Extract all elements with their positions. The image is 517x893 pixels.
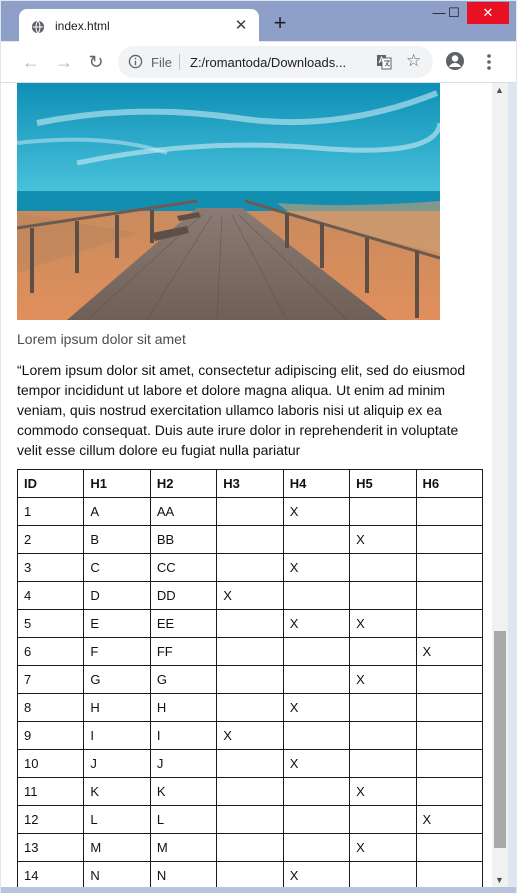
table-cell: I: [150, 722, 216, 750]
table-cell: G: [84, 666, 150, 694]
image-caption: Lorem ipsum dolor sit amet: [17, 331, 186, 347]
table-cell: X: [283, 610, 349, 638]
table-cell: [416, 694, 482, 722]
table-header-cell: ID: [18, 470, 84, 498]
table-cell: [416, 666, 482, 694]
reload-button[interactable]: ↻: [88, 52, 104, 72]
table-cell: [283, 638, 349, 666]
table-cell: [416, 778, 482, 806]
minimize-button[interactable]: —: [432, 5, 446, 20]
table-row: [18, 862, 483, 888]
table-cell: [350, 638, 416, 666]
table-row: [18, 806, 483, 834]
table-cell: [283, 582, 349, 610]
boardwalk-beach-photo: [17, 83, 440, 320]
table-cell: [350, 722, 416, 750]
table-cell: M: [84, 834, 150, 862]
table-cell: [416, 582, 482, 610]
table-cell: C: [84, 554, 150, 582]
table-cell: [416, 498, 482, 526]
table-cell: FF: [150, 638, 216, 666]
table-header-cell: H3: [217, 470, 283, 498]
table-cell: [217, 862, 283, 888]
table-cell: [350, 498, 416, 526]
table-row: [18, 778, 483, 806]
tab-title: index.html: [55, 19, 110, 33]
table-cell: K: [84, 778, 150, 806]
table-cell: X: [283, 750, 349, 778]
table-header-cell: H1: [84, 470, 150, 498]
table-cell: L: [84, 806, 150, 834]
table-cell: K: [150, 778, 216, 806]
table-header-cell: H6: [416, 470, 482, 498]
globe-icon: [31, 20, 45, 34]
table-cell: X: [350, 526, 416, 554]
browser-toolbar: [1, 42, 516, 83]
table-cell: X: [350, 666, 416, 694]
table-cell: X: [350, 834, 416, 862]
window-right-border: [508, 83, 516, 887]
table-cell: [350, 554, 416, 582]
table-row: [18, 834, 483, 862]
table-cell: EE: [150, 610, 216, 638]
table-cell: [350, 750, 416, 778]
table-cell: [283, 526, 349, 554]
url-text[interactable]: Z:/romantoda/Downloads...: [190, 55, 347, 70]
table-cell: [350, 582, 416, 610]
table-row: [18, 750, 483, 778]
table-cell: 3: [18, 554, 84, 582]
table-cell: X: [350, 778, 416, 806]
table-cell: [217, 526, 283, 554]
table-cell: N: [84, 862, 150, 888]
table-cell: B: [84, 526, 150, 554]
table-cell: [217, 834, 283, 862]
table-cell: 8: [18, 694, 84, 722]
table-cell: [283, 834, 349, 862]
table-cell: 10: [18, 750, 84, 778]
table-cell: [283, 778, 349, 806]
table-cell: X: [416, 806, 482, 834]
url-scheme-label: File: [151, 55, 172, 70]
table-cell: H: [150, 694, 216, 722]
table-cell: [217, 778, 283, 806]
table-cell: 7: [18, 666, 84, 694]
table-cell: [416, 526, 482, 554]
table-cell: X: [217, 722, 283, 750]
table-row: [18, 666, 483, 694]
vertical-scrollbar[interactable]: [492, 83, 508, 887]
table-cell: [217, 666, 283, 694]
table-cell: E: [84, 610, 150, 638]
tab-strip: [1, 1, 516, 41]
tab-close-icon[interactable]: ✕: [234, 17, 248, 34]
address-separator: [179, 54, 180, 70]
table-cell: F: [84, 638, 150, 666]
table-cell: X: [283, 694, 349, 722]
table-row: [18, 722, 483, 750]
table-cell: H: [84, 694, 150, 722]
data-table: [17, 469, 483, 887]
table-cell: 14: [18, 862, 84, 888]
table-cell: X: [283, 862, 349, 888]
table-cell: [217, 806, 283, 834]
table-cell: [217, 498, 283, 526]
translate-icon[interactable]: [376, 54, 392, 70]
scrollbar-thumb[interactable]: [494, 631, 506, 848]
table-cell: [350, 694, 416, 722]
close-window-button[interactable]: ✕: [467, 2, 509, 24]
table-header-cell: H4: [283, 470, 349, 498]
table-cell: 13: [18, 834, 84, 862]
table-cell: [283, 666, 349, 694]
table-cell: 12: [18, 806, 84, 834]
table-cell: J: [150, 750, 216, 778]
table-cell: 9: [18, 722, 84, 750]
page-viewport: [1, 83, 492, 887]
table-cell: 4: [18, 582, 84, 610]
scroll-down-arrow-icon[interactable]: ▼: [495, 875, 504, 885]
table-cell: [416, 834, 482, 862]
table-cell: X: [283, 554, 349, 582]
table-cell: J: [84, 750, 150, 778]
new-tab-button[interactable]: +: [273, 10, 287, 35]
table-cell: [217, 554, 283, 582]
table-cell: X: [350, 610, 416, 638]
table-cell: [350, 806, 416, 834]
table-cell: 5: [18, 610, 84, 638]
table-cell: 1: [18, 498, 84, 526]
table-row: [18, 526, 483, 554]
table-cell: [416, 862, 482, 888]
table-cell: L: [150, 806, 216, 834]
table-cell: [416, 554, 482, 582]
table-cell: [350, 862, 416, 888]
table-cell: DD: [150, 582, 216, 610]
profile-avatar-icon[interactable]: [445, 51, 465, 71]
back-button[interactable]: ←: [22, 52, 40, 72]
table-cell: [217, 750, 283, 778]
table-cell: [283, 806, 349, 834]
table-cell: D: [84, 582, 150, 610]
table-cell: A: [84, 498, 150, 526]
table-cell: N: [150, 862, 216, 888]
table-cell: [283, 722, 349, 750]
table-cell: [416, 722, 482, 750]
table-row: [18, 638, 483, 666]
table-row: [18, 498, 483, 526]
window-bottom-border: [1, 887, 516, 893]
table-cell: 6: [18, 638, 84, 666]
table-cell: G: [150, 666, 216, 694]
table-cell: I: [84, 722, 150, 750]
table-cell: [416, 750, 482, 778]
table-cell: BB: [150, 526, 216, 554]
table-cell: 11: [18, 778, 84, 806]
table-cell: X: [217, 582, 283, 610]
table-cell: X: [416, 638, 482, 666]
address-bar[interactable]: [118, 46, 433, 78]
table-row: [18, 610, 483, 638]
table-body: [18, 498, 483, 888]
table-row: [18, 582, 483, 610]
table-cell: AA: [150, 498, 216, 526]
table-row: [18, 694, 483, 722]
scroll-up-arrow-icon[interactable]: ▲: [495, 85, 504, 95]
table-cell: [217, 694, 283, 722]
table-cell: [416, 610, 482, 638]
table-cell: X: [283, 498, 349, 526]
table-cell: [217, 610, 283, 638]
table-header-row: [18, 470, 483, 498]
table-cell: CC: [150, 554, 216, 582]
info-icon[interactable]: [128, 54, 143, 69]
browser-tab[interactable]: [19, 9, 259, 43]
table-header-cell: H2: [150, 470, 216, 498]
table-cell: [217, 638, 283, 666]
table-cell: 2: [18, 526, 84, 554]
maximize-button[interactable]: ☐: [448, 5, 460, 20]
more-menu-icon[interactable]: [479, 51, 499, 73]
bookmark-star-icon[interactable]: ☆: [406, 51, 422, 70]
quote-paragraph: “Lorem ipsum dolor sit amet, consectetur adipiscing elit, sed do eiusmod tempor incididunt ut labore et dolore magna aliqua. Ut enim ad minim veniam, quis nostrud exercitation ullamco laboris nisi ut aliquip ex ea commodo consequat. Duis aute irure dolor in reprehenderit in voluptate velit esse cillum dolore eu fugiat nulla pariatur: [17, 362, 466, 458]
table-cell: M: [150, 834, 216, 862]
forward-button[interactable]: →: [55, 52, 73, 72]
table-row: [18, 554, 483, 582]
table-header-cell: H5: [350, 470, 416, 498]
